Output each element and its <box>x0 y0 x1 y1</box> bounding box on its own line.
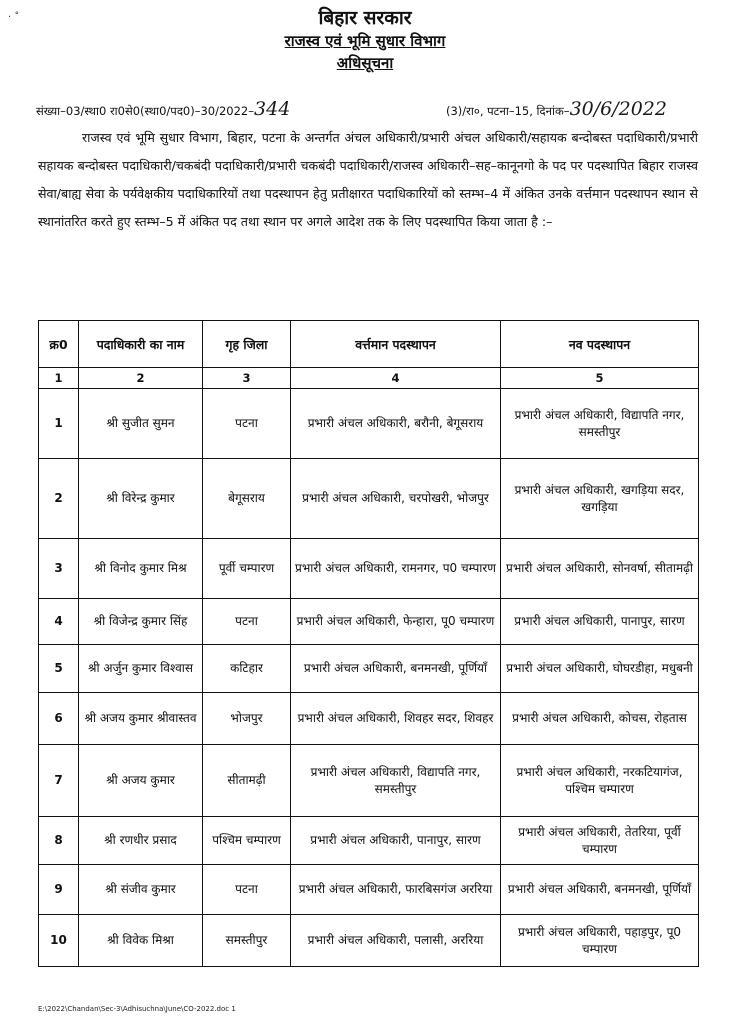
government-title: बिहार सरकार <box>318 7 412 29</box>
table-row <box>39 389 699 459</box>
serial-cell: 9 <box>39 865 79 915</box>
current-posting-cell: प्रभारी अंचल अधिकारी, बनमनखी, पूर्णियाँ <box>291 645 501 693</box>
serial-cell: 1 <box>39 389 79 459</box>
serial-cell: 3 <box>39 539 79 599</box>
serial-cell: 10 <box>39 915 79 967</box>
serial-cell: 4 <box>39 599 79 645</box>
reference-place: (3)/रा०, पटना–15, दिनांक– <box>446 104 570 118</box>
header-current-posting: वर्त्तमान पदस्थापन <box>291 321 501 368</box>
name-cell: श्री अर्जुन कुमार विश्वास <box>79 645 203 693</box>
home-district-cell: पटना <box>203 599 291 645</box>
reference-place-date <box>446 98 667 122</box>
home-district-cell: पटना <box>203 389 291 459</box>
new-posting-cell: प्रभारी अंचल अधिकारी, विद्यापति नगर, समस्तीपुर <box>501 389 699 459</box>
notification-body-text: राजस्व एवं भूमि सुधार विभाग, बिहार, पटना के अन्तर्गत अंचल अधिकारी/प्रभारी अंचल अधिकारी/सहायक बन्दोबस्त पदाधिकारी/प्रभारी सहायक बन्दोबस्त पदाधिकारी/चकबंदी पदाधिकारी/प्रभारी चकबंदी पदाधिकारी/राजस्व अधिकारी–सह–कानूनगो के पद पर पदस्थापित बिहार राजस्व सेवा/बाह्य सेवा के पर्यवेक्षकीय पदाधिकारियों तथा पदस्थापन हेतु प्रतीक्षारत पदाधिकारियों को स्तम्भ–4 में अंकित उनके वर्त्तमान पदस्थापन स्थान से स्थानांतरित करते हुए स्तम्भ–5 में अंकित पद तथा स्थान पर अगले आदेश तक के लिए पदस्थापित किया जाता है :– <box>38 130 698 229</box>
column-number: 1 <box>39 368 79 389</box>
home-district-cell: समस्तीपुर <box>203 915 291 967</box>
new-posting-cell: प्रभारी अंचल अधिकारी, सोनवर्षा, सीतामढ़ी <box>501 539 699 599</box>
serial-cell: 6 <box>39 693 79 745</box>
header-serial: क्र0 <box>39 321 79 368</box>
posting-table <box>38 320 699 967</box>
current-posting-cell: प्रभारी अंचल अधिकारी, फारबिसगंज अररिया <box>291 865 501 915</box>
new-posting-cell: प्रभारी अंचल अधिकारी, तेतरिया, पूर्वी चम्पारण <box>501 817 699 865</box>
name-cell: श्री संजीव कुमार <box>79 865 203 915</box>
reference-line <box>36 98 706 120</box>
table-row <box>39 645 699 693</box>
serial-cell: 2 <box>39 459 79 539</box>
handwritten-date: 30/6/2022 <box>569 98 667 120</box>
header-name: पदाधिकारी का नाम <box>79 321 203 368</box>
new-posting-cell: प्रभारी अंचल अधिकारी, खगड़िया सदर, खगड़िया <box>501 459 699 539</box>
table-row <box>39 599 699 645</box>
new-posting-cell: प्रभारी अंचल अधिकारी, पानापुर, सारण <box>501 599 699 645</box>
document-header <box>0 6 730 74</box>
table-row <box>39 539 699 599</box>
current-posting-cell: प्रभारी अंचल अधिकारी, विद्यापति नगर, समस्तीपुर <box>291 745 501 817</box>
current-posting-cell: प्रभारी अंचल अधिकारी, पलासी, अररिया <box>291 915 501 967</box>
serial-cell: 5 <box>39 645 79 693</box>
file-path-footer: E:\2022\Chandan\Sec-3\Adhisuchna\June\CO-2022.doc 1 <box>38 1005 236 1013</box>
header-home-district: गृह जिला <box>203 321 291 368</box>
column-number-row <box>39 368 699 389</box>
table-row <box>39 915 699 967</box>
reference-number-prefix: संख्या–03/स्था0 रा0से0(स्था0/पद0)–30/2022– <box>36 104 255 118</box>
home-district-cell: पूर्वी चम्पारण <box>203 539 291 599</box>
new-posting-cell: प्रभारी अंचल अधिकारी, बनमनखी, पूर्णियाँ <box>501 865 699 915</box>
notification-body <box>38 124 698 236</box>
name-cell: श्री अजय कुमार <box>79 745 203 817</box>
home-district-cell: सीतामढ़ी <box>203 745 291 817</box>
current-posting-cell: प्रभारी अंचल अधिकारी, पानापुर, सारण <box>291 817 501 865</box>
home-district-cell: बेगूसराय <box>203 459 291 539</box>
column-number: 3 <box>203 368 291 389</box>
current-posting-cell: प्रभारी अंचल अधिकारी, चरपोखरी, भोजपुर <box>291 459 501 539</box>
name-cell: श्री विवेक मिश्रा <box>79 915 203 967</box>
name-cell: श्री रणधीर प्रसाद <box>79 817 203 865</box>
name-cell: श्री विरेन्द्र कुमार <box>79 459 203 539</box>
home-district-cell: पटना <box>203 865 291 915</box>
current-posting-cell: प्रभारी अंचल अधिकारी, रामनगर, प0 चम्पारण <box>291 539 501 599</box>
header-new-posting: नव पदस्थापन <box>501 321 699 368</box>
current-posting-cell: प्रभारी अंचल अधिकारी, फेन्हारा, पू0 चम्पारण <box>291 599 501 645</box>
name-cell: श्री अजय कुमार श्रीवास्तव <box>79 693 203 745</box>
new-posting-cell: प्रभारी अंचल अधिकारी, नरकटियागंज, पश्चिम चम्पारण <box>501 745 699 817</box>
current-posting-cell: प्रभारी अंचल अधिकारी, शिवहर सदर, शिवहर <box>291 693 501 745</box>
name-cell: श्री विजेन्द्र कुमार सिंह <box>79 599 203 645</box>
table-row <box>39 865 699 915</box>
table-row <box>39 459 699 539</box>
table-row <box>39 817 699 865</box>
serial-cell: 7 <box>39 745 79 817</box>
serial-cell: 8 <box>39 817 79 865</box>
new-posting-cell: प्रभारी अंचल अधिकारी, घोघरडीहा, मधुबनी <box>501 645 699 693</box>
current-posting-cell: प्रभारी अंचल अधिकारी, बरौनी, बेगूसराय <box>291 389 501 459</box>
department-title: राजस्व एवं भूमि सुधार विभाग <box>284 32 446 50</box>
new-posting-cell: प्रभारी अंचल अधिकारी, पहाड़पुर, पू0 चम्पारण <box>501 915 699 967</box>
column-number: 2 <box>79 368 203 389</box>
home-district-cell: भोजपुर <box>203 693 291 745</box>
column-number: 5 <box>501 368 699 389</box>
table-header-row <box>39 321 699 368</box>
new-posting-cell: प्रभारी अंचल अधिकारी, कोचस, रोहतास <box>501 693 699 745</box>
name-cell: श्री विनोद कुमार मिश्र <box>79 539 203 599</box>
stray-mark: · ˚ <box>8 12 20 23</box>
table-row <box>39 745 699 817</box>
notification-title: अधिसूचना <box>336 54 394 72</box>
column-number: 4 <box>291 368 501 389</box>
table-row <box>39 693 699 745</box>
name-cell: श्री सुजीत सुमन <box>79 389 203 459</box>
home-district-cell: पश्चिम चम्पारण <box>203 817 291 865</box>
reference-number <box>36 98 290 122</box>
home-district-cell: कटिहार <box>203 645 291 693</box>
handwritten-number: 344 <box>254 98 291 120</box>
